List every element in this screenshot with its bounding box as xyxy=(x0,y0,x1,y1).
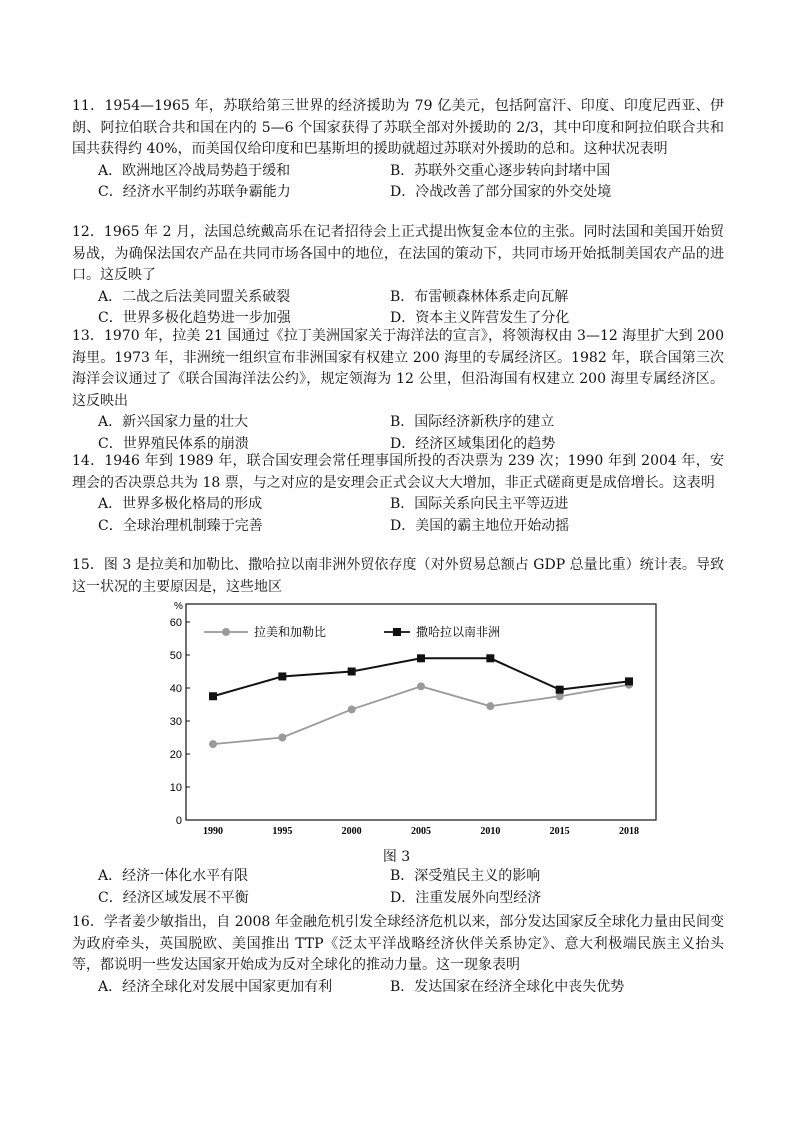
question-16 xyxy=(72,912,724,998)
question-stem: 16．学者姜少敏指出，自 2008 年金融危机引发全球经济危机以来，部分发达国家反全球化力量由民间变为政府牵头，英国脱欧、美国推出 TTP《泛太平洋战略经济伙伴关系协定》、意大利极端民族主义抬头等，都说明一些发达国家开始成为反对全球化的推动力量。这一现象表明 xyxy=(72,914,724,973)
option-d[interactable]: D．注重发展外向型经济 xyxy=(390,889,542,906)
series-line-1 xyxy=(213,685,629,744)
x-tick-label: 2018 xyxy=(619,826,639,837)
options xyxy=(72,494,724,537)
y-tick-label: 0 xyxy=(175,815,182,827)
y-tick-label: 20 xyxy=(169,749,182,761)
option-d[interactable]: D．资本主义阵营发生了分化 xyxy=(390,310,570,326)
option-c[interactable]: C．全球治理机制臻于完善 xyxy=(98,517,263,534)
question-stem: 14．1946 年到 1989 年，联合国安理会常任理事国所投的否决票为 239 次；1990 年到 2004 年，安理会的否决票总共为 18 票，与之对应的是安理会正式会议大大增加，非正式磋商更是成倍增长。这表明 xyxy=(72,453,724,491)
option-a[interactable]: A．二战之后法美同盟关系破裂 xyxy=(98,288,291,305)
series-1-point xyxy=(278,734,286,742)
option-c[interactable]: C．世界多极化趋势进一步加强 xyxy=(98,310,291,326)
series-1-point xyxy=(486,702,494,710)
series-line-2 xyxy=(213,658,629,696)
question-stem: 11．1954—1965 年，苏联给第三世界的经济援助为 79 亿美元，包括阿富汗、印度、印度尼西亚、伊朗、阿拉伯联合共和国在内的 5—6 个国家获得了苏联全部对外援助的 2/3，其中印度和阿拉伯联合共和国共获得约 40%，而美国仅给印度和巴基斯坦的援助就超过苏联对外援助的总和。这种状况表明 xyxy=(72,98,724,157)
option-c[interactable]: C．世界殖民体系的崩溃 xyxy=(98,435,249,452)
option-a[interactable]: A．世界多极化格局的形成 xyxy=(98,496,263,512)
question-15 xyxy=(72,555,724,598)
figure-caption: 图 3 xyxy=(382,849,411,865)
y-tick-label: 40 xyxy=(169,683,182,695)
series-2-point xyxy=(625,677,633,685)
series-2-point xyxy=(209,692,217,700)
option-d[interactable]: D．冷战改善了部分国家的外交处境 xyxy=(390,184,612,200)
option-a[interactable]: A．经济全球化对发展中国家更加有利 xyxy=(98,978,333,995)
legend-label-2: 撒哈拉以南非洲 xyxy=(416,625,501,639)
x-tick-label: 2015 xyxy=(549,826,570,837)
question-14 xyxy=(72,451,724,537)
option-a[interactable]: A．经济一体化水平有限 xyxy=(98,868,249,884)
option-b[interactable]: B．国际关系向民主平等迈进 xyxy=(390,496,569,512)
y-tick-label: 10 xyxy=(169,782,182,794)
y-tick-label: 60 xyxy=(169,617,182,629)
question-stem: 15．图 3 是拉美和加勒比、撒哈拉以南非洲外贸依存度（对外贸易总额占 GDP 总量比重）统计表。导致这一状况的主要原因是，这些地区 xyxy=(72,557,724,595)
trade-dependency-chart xyxy=(156,600,659,840)
y-axis-unit: % xyxy=(174,601,183,612)
x-tick-label: 1995 xyxy=(272,826,293,837)
option-b[interactable]: B．苏联外交重心逐步转向封堵中国 xyxy=(390,162,611,179)
series-2-point xyxy=(278,672,286,680)
question-12 xyxy=(72,222,724,330)
option-d[interactable]: D．美国的霸主地位开始动摇 xyxy=(390,517,570,534)
series-2-point xyxy=(486,654,494,662)
option-b[interactable]: B．发达国家在经济全球化中丧失优势 xyxy=(390,978,625,995)
legend-label-1: 拉美和加勒比 xyxy=(254,625,327,639)
option-c[interactable]: C．经济水平制约苏联争霸能力 xyxy=(98,184,291,200)
question-stem: 12．1965 年 2 月，法国总统戴高乐在记者招待会上正式提出恢复金本位的主张。同时法国和美国开始贸易战，为确保法国农产品在共同市场各国中的地位，在法国的策动下，共同市场开始抵制美国农产品的进口。这反映了 xyxy=(72,224,724,283)
options xyxy=(72,866,724,909)
option-c[interactable]: C．经济区域发展不平衡 xyxy=(98,889,249,906)
option-b[interactable]: B．国际经济新秩序的建立 xyxy=(390,414,555,430)
options xyxy=(72,412,724,455)
series-1-point xyxy=(209,740,217,748)
question-13 xyxy=(72,326,724,455)
series-2-point xyxy=(556,686,564,694)
option-a[interactable]: A．欧洲地区冷战局势趋于缓和 xyxy=(98,162,291,179)
option-b[interactable]: B．深受殖民主义的影响 xyxy=(390,868,541,884)
series-2-point xyxy=(417,654,425,662)
legend-marker-1 xyxy=(222,628,230,636)
series-1-point xyxy=(348,705,356,713)
x-tick-label: 2005 xyxy=(411,826,431,837)
option-d[interactable]: D．经济区域集团化的趋势 xyxy=(390,435,556,452)
option-b[interactable]: B．布雷顿森林体系走向瓦解 xyxy=(390,288,569,305)
legend-marker-2 xyxy=(393,628,401,636)
x-tick-label: 2000 xyxy=(341,826,362,837)
y-tick-label: 50 xyxy=(169,650,182,662)
question-stem: 13．1970 年，拉美 21 国通过《拉丁美洲国家关于海洋法的宣言》，将领海权由 3—12 海里扩大到 200 海里。1973 年，非洲统一组织宣布非洲国家有权建立 200 海里的专属经济区。1982 年，联合国第三次海洋会议通过了《联合国海洋法公约》，规定领海为 12 公里，但沿海国有权建立 200 海里专属经济区。这反映出 xyxy=(72,328,724,409)
question-11 xyxy=(72,96,724,204)
options xyxy=(72,161,724,204)
series-1-point xyxy=(417,682,425,690)
option-a[interactable]: A．新兴国家力量的壮大 xyxy=(98,414,249,430)
y-tick-label: 30 xyxy=(169,716,182,728)
options xyxy=(72,977,724,999)
options xyxy=(72,287,724,330)
question-15-options xyxy=(72,866,724,909)
x-tick-label: 1990 xyxy=(203,826,223,837)
x-tick-label: 2010 xyxy=(480,826,501,837)
series-2-point xyxy=(348,668,356,676)
